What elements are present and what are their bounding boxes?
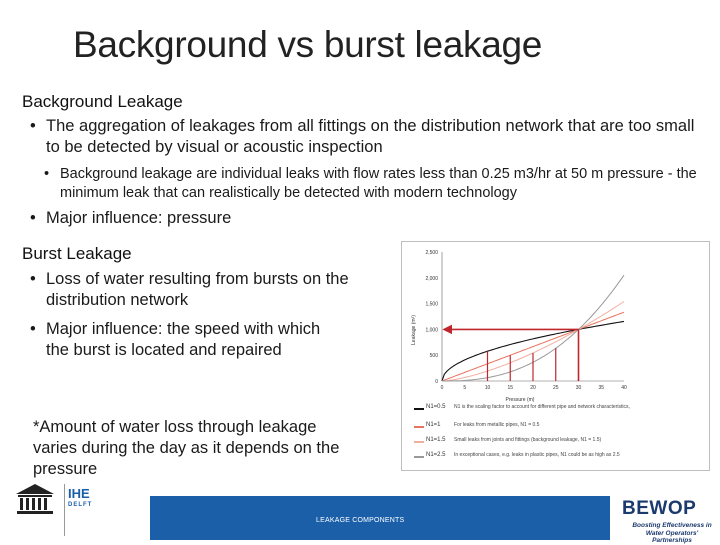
x-tick-label: 15 (507, 385, 514, 391)
pressure-note: *Amount of water loss through leakage varies during the day as it depends on the pressure (33, 418, 340, 478)
x-tick-label: 25 (552, 385, 559, 391)
legend-desc: In exceptional cases, e.g. leaks in plastic pipes, N1 could be as high as 2.5 (454, 452, 620, 458)
background-subbullet-1-text: Background leakage are individual leaks with flow rates less than 0.25 m3/hr at 50 m pressure - the minimum leak that can realistically be detected with modern technology (60, 166, 697, 201)
bullet-dot: • (30, 117, 36, 135)
x-tick-label: 40 (621, 385, 627, 391)
burst-bullet-2-text: Major influence: the speed with which the burst is located and repaired (46, 320, 321, 359)
x-tick-label: 0 (440, 385, 444, 391)
bullet-dot: • (30, 320, 36, 338)
bewop-tagline: Boosting Effectiveness in Water Operators' Partnerships (632, 522, 712, 544)
delft-text: DELFT (68, 502, 93, 508)
legend-swatch (414, 441, 424, 443)
x-tick-label: 10 (484, 385, 491, 391)
bewop-name: BEWOP (622, 498, 697, 519)
footer-label: LEAKAGE COMPONENTS (316, 517, 405, 524)
chart-xlabel: Pressure (m) (505, 397, 535, 403)
bullet-dot: • (44, 166, 50, 182)
legend-name: N1=2.5 (426, 452, 446, 458)
ihe-delft-logo (64, 482, 124, 538)
background-subbullet-1 (44, 165, 704, 203)
background-bullet-1-text: The aggregation of leakages from all fittings on the distribution network that are too small to be detected by visual or acoustic inspection (46, 117, 695, 156)
y-tick-label: 1,000 (425, 327, 438, 334)
legend-swatch (414, 456, 424, 458)
background-bullet-2-text: Major influence: pressure (46, 209, 232, 227)
legend-name: N1=1.5 (426, 437, 446, 443)
slide-title: Background vs burst leakage (73, 24, 543, 65)
background-bullet-2 (30, 208, 630, 229)
legend-desc: For leaks from metallic pipes, N1 = 0.5 (454, 422, 540, 428)
background-heading: Background Leakage (22, 92, 183, 111)
y-tick-label: 0 (435, 379, 438, 385)
y-tick-label: 2,000 (425, 275, 438, 282)
legend-swatch (414, 408, 424, 410)
y-tick-label: 2,500 (425, 250, 438, 256)
x-tick-label: 5 (463, 385, 467, 391)
burst-bullet-1 (30, 269, 360, 311)
legend-swatch (414, 426, 424, 428)
legend-desc: N1 is the scaling factor to account for different pipe and network characteristics, (454, 404, 630, 410)
x-tick-label: 35 (598, 385, 605, 391)
leakage-pressure-chart (401, 241, 710, 471)
ihe-text: IHE (68, 486, 90, 501)
bullet-dot: • (30, 209, 36, 227)
burst-bullet-1-text: Loss of water resulting from bursts on the distribution network (46, 270, 349, 309)
chart-ylabel: Leakage (m³) (411, 315, 417, 345)
legend-name: N1=1 (426, 422, 441, 428)
y-tick-label: 500 (429, 353, 438, 360)
burst-bullet-2 (30, 319, 330, 361)
logo-divider (64, 484, 65, 536)
x-tick-label: 20 (530, 385, 536, 391)
bewop-logo (614, 496, 720, 544)
unesco-temple-icon (8, 482, 62, 516)
background-bullet-1 (30, 116, 710, 158)
unesco-logo (8, 482, 62, 538)
legend-desc: Small leaks from joints and fittings (background leakage, N1 = 1.5) (454, 437, 602, 443)
bullet-dot: • (30, 270, 36, 288)
y-tick-label: 1,500 (425, 301, 438, 308)
chart-canvas (402, 242, 709, 470)
burst-heading: Burst Leakage (22, 244, 132, 263)
legend-name: N1=0.5 (426, 404, 446, 410)
x-tick-label: 30 (575, 385, 582, 391)
